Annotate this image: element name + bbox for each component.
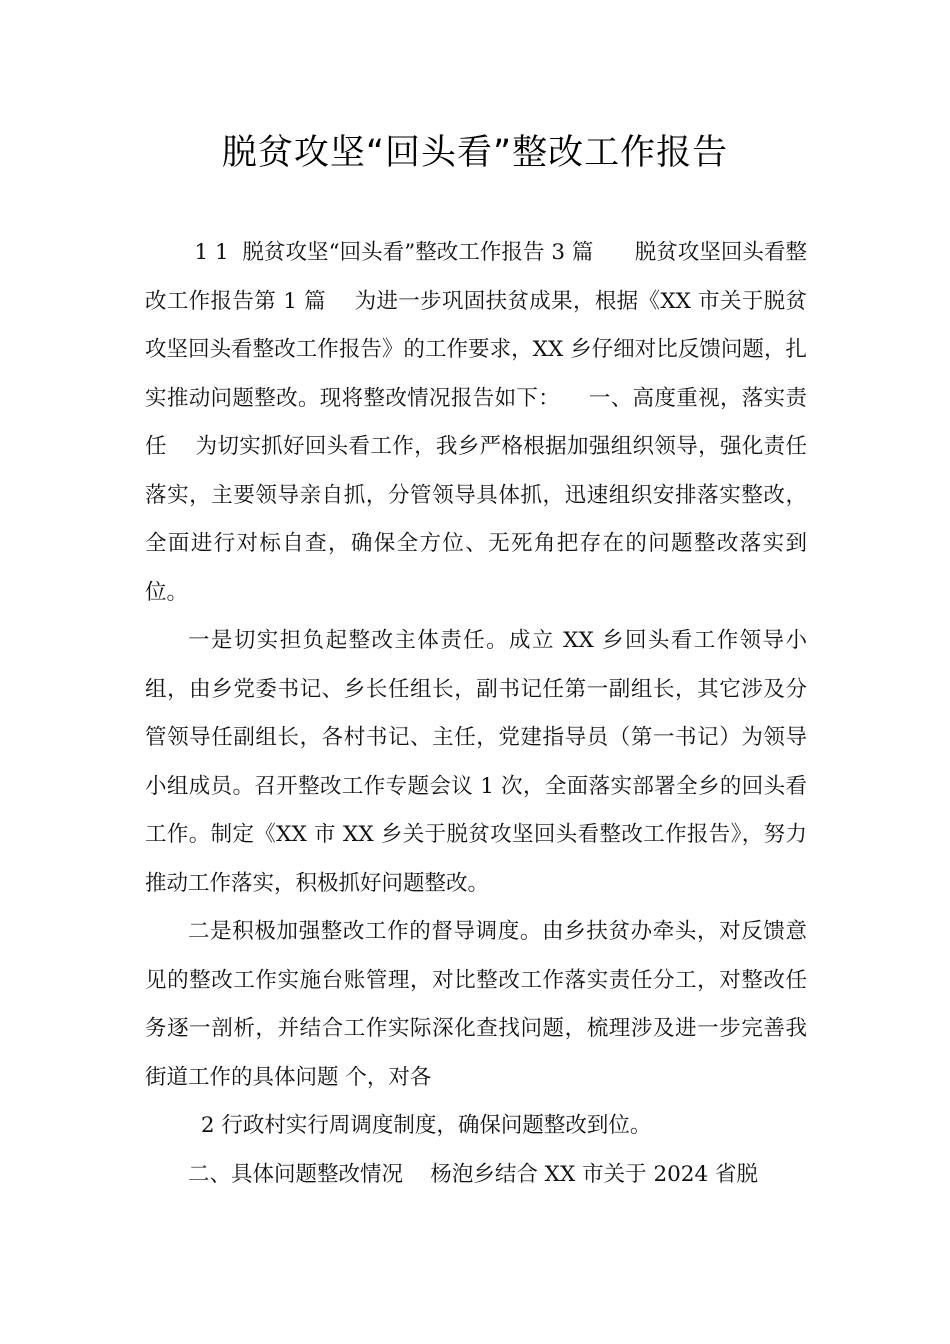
paragraph-1: 1 1 脱贫攻坚“回头看”整改工作报告 3 篇 脱贫攻坚回头看整改工作报告第 1 篇 为进一步巩固扶贫成果，根据《XX 市关于脱贫攻坚回头看整改工作报告》的工作要求，XX 乡仔细对比反馈问题，扎实推动问题整改。现将整改情况报告如下： 一、高度重视，落实责任 为切实抓好回头看工作，我乡严格根据加强组织领导，强化责任落实，主要领导亲自抓，分管领导具体抓，迅速组织安排落实整改，全面进行对标自查，确保全方位、无死角把存在的问题整改落实到位。 [145,240,807,605]
paragraph-4: 2 行政村实行周调度制度，确保问题整改到位。 [200,1113,652,1138]
paragraph-5: 二、具体问题整改情况 杨泡乡结合 XX 市关于 2024 省脱 [188,1161,759,1187]
paragraph-3: 二是积极加强整改工作的督导调度。由乡扶贫办牵头，对反馈意见的整改工作实施台账管理，对比整改工作落实责任分工，对整改任务逐一剖析，并结合工作实际深化查找问题，梳理涉及进一步完善我街道工作的具体问题 个，对各 [145,919,807,1090]
paragraph-2: 一是切实担负起整改主体责任。成立 XX 乡回头看工作领导小组，由乡党委书记、乡长任组长，副书记任第一副组长，其它涉及分管领导任副组长，各村书记、主任，党建指导员（第一书记）为领导小组成员。召开整改工作专题会议 1 次，全面落实部署全乡的回头看工作。制定《XX 市 XX 乡关于脱贫攻坚回头看整改工作报告》，努力推动工作落实，积极抓好问题整改。 [145,628,807,896]
document-body [145,229,807,1199]
document-title: 脱贫攻坚“回头看”整改工作报告 [221,133,729,173]
